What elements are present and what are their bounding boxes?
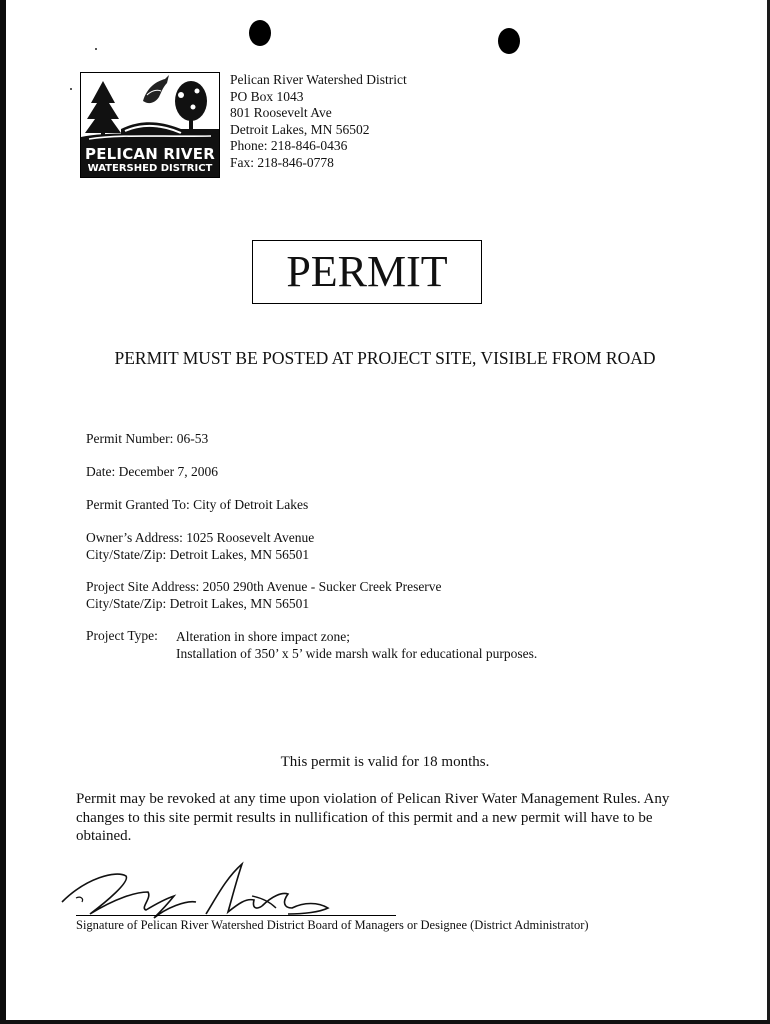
- signature-scribble: [56, 858, 416, 920]
- owner-address: [86, 529, 314, 563]
- site-street: Project Site Address: 2050 290th Avenue - Sucker Creek Preserve: [86, 579, 442, 594]
- logo-name: PELICAN RIVER: [85, 145, 215, 163]
- punch-hole-left: [249, 20, 271, 46]
- site-address: [86, 578, 442, 612]
- signature-caption: Signature of Pelican River Watershed District Board of Managers or Designee (District Administrator): [76, 918, 589, 932]
- validity-statement: This permit is valid for 18 months.: [280, 754, 490, 770]
- project-type-line-1: Alteration in shore impact zone;: [176, 629, 350, 644]
- fax: Fax: 218-846-0778: [230, 154, 334, 170]
- po-box: PO Box 1043: [230, 88, 304, 104]
- signature-line: [76, 915, 396, 916]
- signature: [56, 858, 416, 920]
- contact-block: [230, 72, 407, 171]
- scan-edge-bottom: [0, 1020, 770, 1024]
- organization-name: Pelican River Watershed District: [230, 72, 407, 87]
- scan-speck: [95, 48, 97, 50]
- pelican-icon: [143, 75, 169, 103]
- tree-icon: [175, 81, 207, 121]
- scan-speck: [70, 88, 72, 90]
- pine-tree-icon: [85, 81, 121, 133]
- posting-notice: PERMIT MUST BE POSTED AT PROJECT SITE, VISIBLE FROM ROAD: [114, 348, 656, 368]
- punch-hole-right: [498, 28, 520, 54]
- logo-subtitle: WATERSHED DISTRICT: [87, 163, 213, 174]
- permit-title-box: [252, 240, 482, 304]
- project-type-line-2: Installation of 350’ x 5’ wide marsh walk for educational purposes.: [176, 646, 538, 661]
- owner-city: City/State/Zip: Detroit Lakes, MN 56501: [86, 547, 310, 562]
- permit-number: Permit Number: 06-53: [86, 431, 209, 446]
- project-type: [176, 628, 537, 662]
- permit-date: Date: December 7, 2006: [86, 464, 218, 479]
- district-logo: [80, 72, 220, 178]
- city-state-zip: Detroit Lakes, MN 56502: [230, 121, 370, 137]
- phone: Phone: 218-846-0436: [230, 138, 348, 153]
- site-city: City/State/Zip: Detroit Lakes, MN 56501: [86, 596, 310, 611]
- revocation-notice: Permit may be revoked at any time upon violation of Pelican River Water Management Rules. Any changes to this site permit results in nullification of this permit and a new permit will have to be obtained.: [76, 791, 670, 844]
- street-address: 801 Roosevelt Ave: [230, 105, 332, 120]
- project-type-label: Project Type:: [86, 628, 158, 643]
- owner-street: Owner’s Address: 1025 Roosevelt Avenue: [86, 530, 315, 545]
- scan-edge-left: [0, 0, 6, 1024]
- permit-granted-to: Permit Granted To: City of Detroit Lakes: [86, 497, 309, 512]
- permit-title: PERMIT: [286, 247, 448, 296]
